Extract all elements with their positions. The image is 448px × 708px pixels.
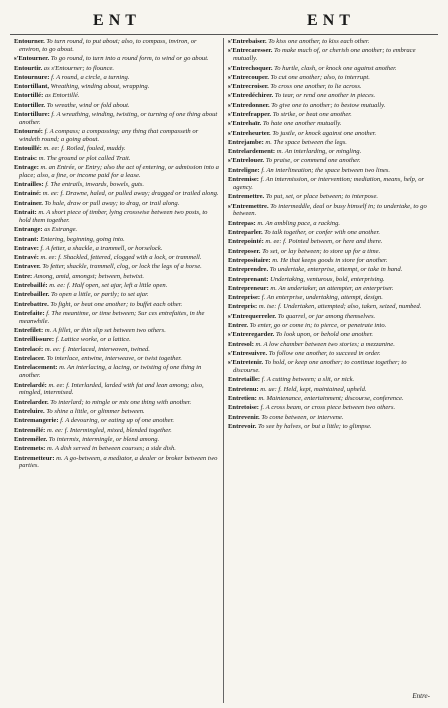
headword: Entre: (14, 272, 33, 280)
dictionary-entry (228, 294, 434, 302)
definition: To hale, draw or pull away; to drag, or trail along. (42, 199, 180, 207)
dictionary-entry (14, 346, 219, 354)
headword: Entremets: (14, 445, 46, 453)
definition: as Estrange. (42, 226, 78, 234)
definition: To hurtle, clash, or knock one against another. (272, 64, 397, 72)
headword: s'Entourner. (14, 55, 50, 63)
headword: Entrer. (228, 322, 248, 330)
headword: Entretaille: (228, 376, 261, 384)
definition: f. A wreathing, winding, twisting, or turning of one thing about another. (19, 110, 218, 126)
headword: Entretoise: (228, 404, 260, 412)
definition: f. An interlineation; the space between two lines. (259, 166, 391, 174)
dictionary-entry (14, 226, 219, 234)
dictionary-entry (228, 92, 434, 100)
dictionary-entry (14, 92, 219, 100)
definition: m. A low chamber between two stories; a mezzanine. (253, 340, 395, 348)
definition: f. A devouring, or eating up of one another. (58, 417, 175, 425)
dictionary-entry (228, 220, 434, 228)
dictionary-entry (14, 65, 219, 73)
catchword: Entre- (412, 692, 430, 700)
headword: Entrage: (14, 163, 39, 171)
definition: To hold, or keep one another; to continue together; to discourse. (233, 359, 407, 375)
dictionary-entry (228, 404, 434, 412)
definition: To give one to another; to bestow mutually. (269, 101, 386, 109)
headword: Entrant: (14, 235, 39, 243)
dictionary-entry (228, 414, 434, 422)
definition: To hate one another mutually. (261, 120, 342, 128)
dictionary-entry (228, 257, 434, 265)
running-head-left: ENT (93, 12, 141, 29)
definition: m. A fillet, or thin slip set between two others. (43, 327, 166, 335)
headword: s'Entrecouper. (228, 73, 269, 81)
dictionary-entry (14, 301, 219, 309)
headword: Entrelardement: (228, 148, 276, 156)
definition: m. ee: f. Shackled, fettered, clogged with a lock, or trammell. (38, 254, 202, 262)
dictionary-entry (14, 245, 219, 253)
definition: m. ee: f. Intermingled, mixed, blended together. (45, 426, 172, 434)
definition: m. ee: f. Interlarded, larded with fat and lean among; also, mingled, intermixed. (19, 381, 204, 397)
headword: Entremêlé: (14, 426, 46, 434)
definition: f. A round, a circle, a turning. (49, 73, 130, 81)
definition: f. The entrails, inwards, bowels, guts. (43, 181, 144, 189)
dictionary-entry (228, 167, 434, 175)
dictionary-entry (14, 382, 219, 398)
headword: Entrais: (14, 154, 38, 162)
definition: To strike, or beat one another. (271, 110, 352, 118)
dictionary-entry (14, 254, 219, 262)
dictionary-entry (228, 65, 434, 73)
definition: m. ee: f. Pointed between, or here and there. (263, 238, 383, 246)
definition: To open a little, or partly; to set ajar. (49, 291, 149, 299)
definition: To turn round, to put about; also, to compass, inviron, or environ, to go about. (19, 38, 197, 53)
dictionary-entry (228, 193, 434, 201)
headword: Entrait: (14, 209, 37, 217)
dictionary-entry (14, 273, 219, 281)
definition: To wreathe, wind or fold about. (45, 101, 130, 109)
dictionary-entry (14, 263, 219, 271)
headword: Entrelarder. (14, 398, 49, 406)
headword: Entraver. (14, 263, 41, 271)
definition: m. A dish served in between courses; a side dish. (45, 445, 176, 453)
headword: Entrebailler. (14, 291, 50, 299)
definition: m. An undertaker, an attempter, an enterpriser. (268, 284, 394, 292)
headword: s'Entredonner. (228, 101, 270, 109)
headword: s'Entrequerreler. (228, 312, 277, 320)
headword: s'Entreregarder. (228, 331, 275, 339)
headword: Entourné: (14, 128, 43, 136)
headword: Entrelacement: (14, 364, 58, 372)
definition: f. Lattice worke, or a lattice. (54, 336, 131, 344)
headword: Entortillure: (14, 110, 50, 118)
definition: To see by halves, or but a little; to glimpse. (256, 422, 372, 430)
dictionary-entry (14, 427, 219, 435)
definition: m. Maintenance, entertainment; discourse, conference. (256, 395, 404, 403)
headword: s'Entrecaresser. (228, 47, 273, 55)
headword: Entrebaillé: (14, 282, 48, 290)
definition: f. A compass; a compassing; any thing that compasseth or windeth round; a going about. (19, 128, 199, 144)
headword: Entremetteur: (14, 454, 55, 462)
definition: To justle, or knock against one another. (270, 129, 377, 137)
definition: To set, or lay between; to store up for a time. (260, 247, 381, 255)
definition: m. An interlarding, or mingling. (275, 148, 362, 156)
definition: m. The space between the legs. (263, 138, 347, 146)
dictionary-entry (14, 455, 219, 471)
headword: Entrepositaire: (228, 256, 271, 264)
definition: To intermix, intermingle, or blend among. (47, 435, 160, 443)
definition: m. ise: f. Undertaken, attempted; also, taken, seized, numbed. (257, 303, 422, 311)
headword: Entreluire. (14, 408, 45, 416)
headword: Entourner. (14, 38, 45, 45)
headword: Entravé: (14, 254, 39, 262)
definition: m. He that keeps goods in store for another. (270, 256, 388, 264)
definition: Among, amid, amongst; between, betwixt. (32, 272, 144, 280)
definition: To kiss one another, to kiss each other. (266, 38, 370, 45)
headword: Entrejambe: (228, 138, 264, 146)
headword: Entrepreneur: (228, 284, 269, 292)
definition: m. An ambling pace, a racking. (255, 219, 341, 227)
definition: f. An enterprise, undertaking, attempt, design. (260, 294, 383, 302)
definition: f. A fetter, a shackle, a trammell, or horselock. (38, 244, 163, 252)
headword: Entreparler. (228, 229, 263, 237)
definition: To come between, or intervene. (259, 413, 344, 421)
dictionary-entry (14, 364, 219, 380)
definition: To undertake, enterprise, attempt, or take in hand. (268, 266, 403, 274)
dictionary-entry (228, 229, 434, 237)
running-head (10, 8, 438, 35)
definition: m. A short piece of timber, lying crosswise between two posts, to hold them together. (19, 209, 208, 224)
headword: Entreposer. (228, 247, 261, 255)
headword: s'Entrechoquer. (228, 64, 273, 72)
definition: To intermeddle, deal or busy himself in; to undertake, to go between. (233, 202, 427, 218)
headword: Entreprendre. (228, 266, 269, 274)
headword: Entrave: (14, 244, 39, 252)
headword: Entrange: (14, 226, 43, 234)
headword: Entrefilet: (14, 327, 44, 335)
definition: Undertaking, venturous, bold, enterprising. (268, 275, 385, 283)
dictionary-entry (228, 238, 434, 246)
definition: m. A go-between, a mediator, a dealer or broker between two parties. (19, 454, 218, 470)
headword: s'Entrebaiser. (228, 38, 267, 45)
definition: as Entortillé. (43, 92, 80, 100)
definition: To cut one another; also, to interrupt. (268, 73, 370, 81)
headword: s'Entresuivre. (228, 349, 268, 357)
dictionary-entry (228, 38, 434, 46)
headword: Entremettre. (228, 193, 265, 201)
dictionary-entry (228, 313, 434, 321)
definition: m. ue: f. Held, kept, maintained, upheld. (258, 385, 367, 393)
dictionary-entry (14, 83, 219, 91)
headword: s'Entredéchirer. (228, 92, 274, 100)
dictionary-entry (14, 200, 219, 208)
headword: Entrainer. (14, 199, 43, 207)
definition: To put, set, or place between; to interpose. (264, 193, 379, 201)
dictionary-entry (14, 336, 219, 344)
headword: Entortiller. (14, 101, 46, 109)
dictionary-entry (14, 436, 219, 444)
definition: To shine a little, or glimmer between. (44, 408, 145, 416)
dictionary-entry (228, 395, 434, 403)
definition: as s'Entourner; to flounce. (42, 64, 115, 72)
headword: Entrelacé: (14, 345, 44, 353)
dictionary-entry (14, 155, 219, 163)
definition: m. an Entrée, or Entry; also the act of entering, or admission into a place; also, a fine, or income paid for a lease. (19, 163, 219, 179)
headword: s'Entreheurter. (228, 129, 271, 137)
dictionary-entry (14, 74, 219, 82)
dictionary-entry (228, 83, 434, 91)
headword: Entremêler. (14, 435, 48, 443)
headword: Entrefaite: (14, 309, 45, 317)
definition: Wreathing, winding about, wrapping. (48, 83, 150, 91)
dictionary-entry (228, 386, 434, 394)
dictionary-entry (14, 145, 219, 153)
definition: To quarrel, or jar among themselves. (276, 312, 376, 320)
dictionary-entry (14, 236, 219, 244)
dictionary-entry (228, 157, 434, 165)
headword: Entrepas: (228, 219, 256, 227)
definition: m. ee: f. Drawne, haled, or pulled away; dragged or trailed along. (41, 190, 219, 198)
dictionary-entry (228, 359, 434, 375)
headword: s'Entrecroiser. (228, 83, 269, 91)
headword: Entremangerie: (14, 417, 59, 425)
dictionary-entry (14, 111, 219, 127)
dictionary-entry (14, 128, 219, 144)
dictionary-entry (228, 303, 434, 311)
headword: Entretien: (228, 395, 257, 403)
dictionary-entry (14, 209, 219, 225)
definition: m. ee: f. Interlaced, interwoven, twined. (43, 345, 150, 353)
headword: s'Entremettre. (228, 202, 269, 210)
definition: To talk together, or confer with one another. (262, 229, 380, 237)
definition: f. A cross beam, or cross piece between two others. (259, 404, 396, 412)
definition: To go round, to turn into a round form, to wind or go about. (49, 55, 209, 63)
definition: To fetter, shackle, trammell, clog, or lock the legs of a horse. (40, 263, 202, 271)
dictionary-entry (14, 190, 219, 198)
dictionary-entry (228, 130, 434, 138)
headword: Entrelardé: (14, 381, 47, 389)
definition: To interlard; to mingle or mix one thing with another. (48, 398, 192, 406)
headword: Entreprise: (228, 294, 261, 302)
dictionary-entry (228, 203, 434, 219)
dictionary-entry (14, 445, 219, 453)
headword: s'Entretenir. (228, 359, 263, 367)
running-head-right: ENT (307, 12, 355, 29)
definition: To make much of, or cherish one another; to embrace mutually. (233, 47, 416, 63)
headword: Entouillé: (14, 145, 42, 153)
dictionary-entry (14, 102, 219, 110)
definition: To enter, go or come in; to pierce, or penetrate into. (247, 322, 387, 330)
headword: Entretenu: (228, 385, 259, 393)
headword: Entortillant, (14, 83, 49, 91)
dictionary-entry (14, 181, 219, 189)
text-columns (10, 38, 438, 703)
definition: To look upon, or behold one another. (274, 331, 374, 339)
dictionary-entry (228, 350, 434, 358)
definition: m. The ground or plot called Trait. (37, 154, 131, 162)
dictionary-entry (14, 310, 219, 326)
headword: Entresol: (228, 340, 254, 348)
dictionary-entry (228, 176, 434, 192)
dictionary-entry (228, 423, 434, 431)
dictionary-entry (228, 376, 434, 384)
dictionary-entry (228, 331, 434, 339)
definition: Entering, beginning, going into. (38, 235, 125, 243)
headword: Entrepris: (228, 303, 258, 311)
dictionary-entry (228, 47, 434, 63)
dictionary-entry (14, 282, 219, 290)
dictionary-entry (228, 74, 434, 82)
definition: m. ee: f. Roiled, fouled, muddy. (41, 145, 126, 153)
dictionary-entry (14, 355, 219, 363)
dictionary-entry (14, 291, 219, 299)
headword: s'Entrelouer. (228, 157, 265, 165)
right-column (224, 38, 438, 703)
definition: f. A cutting between; a slit, or nick. (260, 376, 355, 384)
dictionary-entry (14, 408, 219, 416)
headword: Entournure: (14, 73, 50, 81)
dictionary-entry (14, 327, 219, 335)
dictionary-entry (228, 266, 434, 274)
headword: Entortillé: (14, 92, 44, 100)
headword: Entrevenir. (228, 413, 260, 421)
definition: To tear, or rend one another in pieces. (273, 92, 376, 100)
dictionary-entry (14, 399, 219, 407)
dictionary-entry (14, 417, 219, 425)
dictionary-entry (228, 285, 434, 293)
headword: Entrebattre. (14, 300, 49, 308)
definition: To interlace, entwine, interweave, or twist together. (44, 355, 182, 363)
dictionary-entry (228, 341, 434, 349)
dictionary-entry (228, 248, 434, 256)
definition: f. An intermission, or intervention; mediation, means, help, or agency. (233, 176, 425, 191)
definition: To cross one another, to lie across. (268, 83, 362, 91)
dictionary-entry (228, 102, 434, 110)
dictionary-entry (228, 148, 434, 156)
headword: Entreprenant: (228, 275, 269, 283)
headword: Entremise: (228, 176, 260, 184)
headword: Entreillissure: (14, 336, 55, 344)
dictionary-entry (14, 38, 219, 54)
headword: s'Entrefrapper. (228, 110, 272, 118)
dictionary-entry (14, 55, 219, 63)
dictionary-entry (228, 111, 434, 119)
dictionary-entry (228, 276, 434, 284)
left-column (10, 38, 224, 703)
headword: Entrainé: (14, 190, 42, 198)
definition: f. The meantime, or time between; Sur ces entrefaites, in the meanwhile. (19, 309, 205, 325)
headword: Entourtir. (14, 64, 43, 72)
headword: Entrailles: (14, 181, 44, 189)
headword: s'Entrehaïr. (228, 120, 262, 128)
dictionary-entry (228, 322, 434, 330)
definition: m. An interlacing, a lacing, or twisting of one thing in another. (19, 364, 202, 380)
definition: To fight, or beat one another; to buffet each other. (48, 300, 183, 308)
definition: To follow one another, to succeed in order. (267, 349, 381, 357)
definition: m. ee: f. Half open, set ajar, left a little open. (47, 282, 168, 290)
dictionary-entry (228, 139, 434, 147)
dictionary-entry (14, 164, 219, 180)
headword: Entrevoir. (228, 422, 257, 430)
headword: Entrepointé: (228, 238, 264, 246)
definition: To praise, or commend one another. (264, 157, 361, 165)
headword: Entreligne: (228, 166, 260, 174)
headword: Entrelacer. (14, 355, 45, 363)
dictionary-entry (228, 120, 434, 128)
